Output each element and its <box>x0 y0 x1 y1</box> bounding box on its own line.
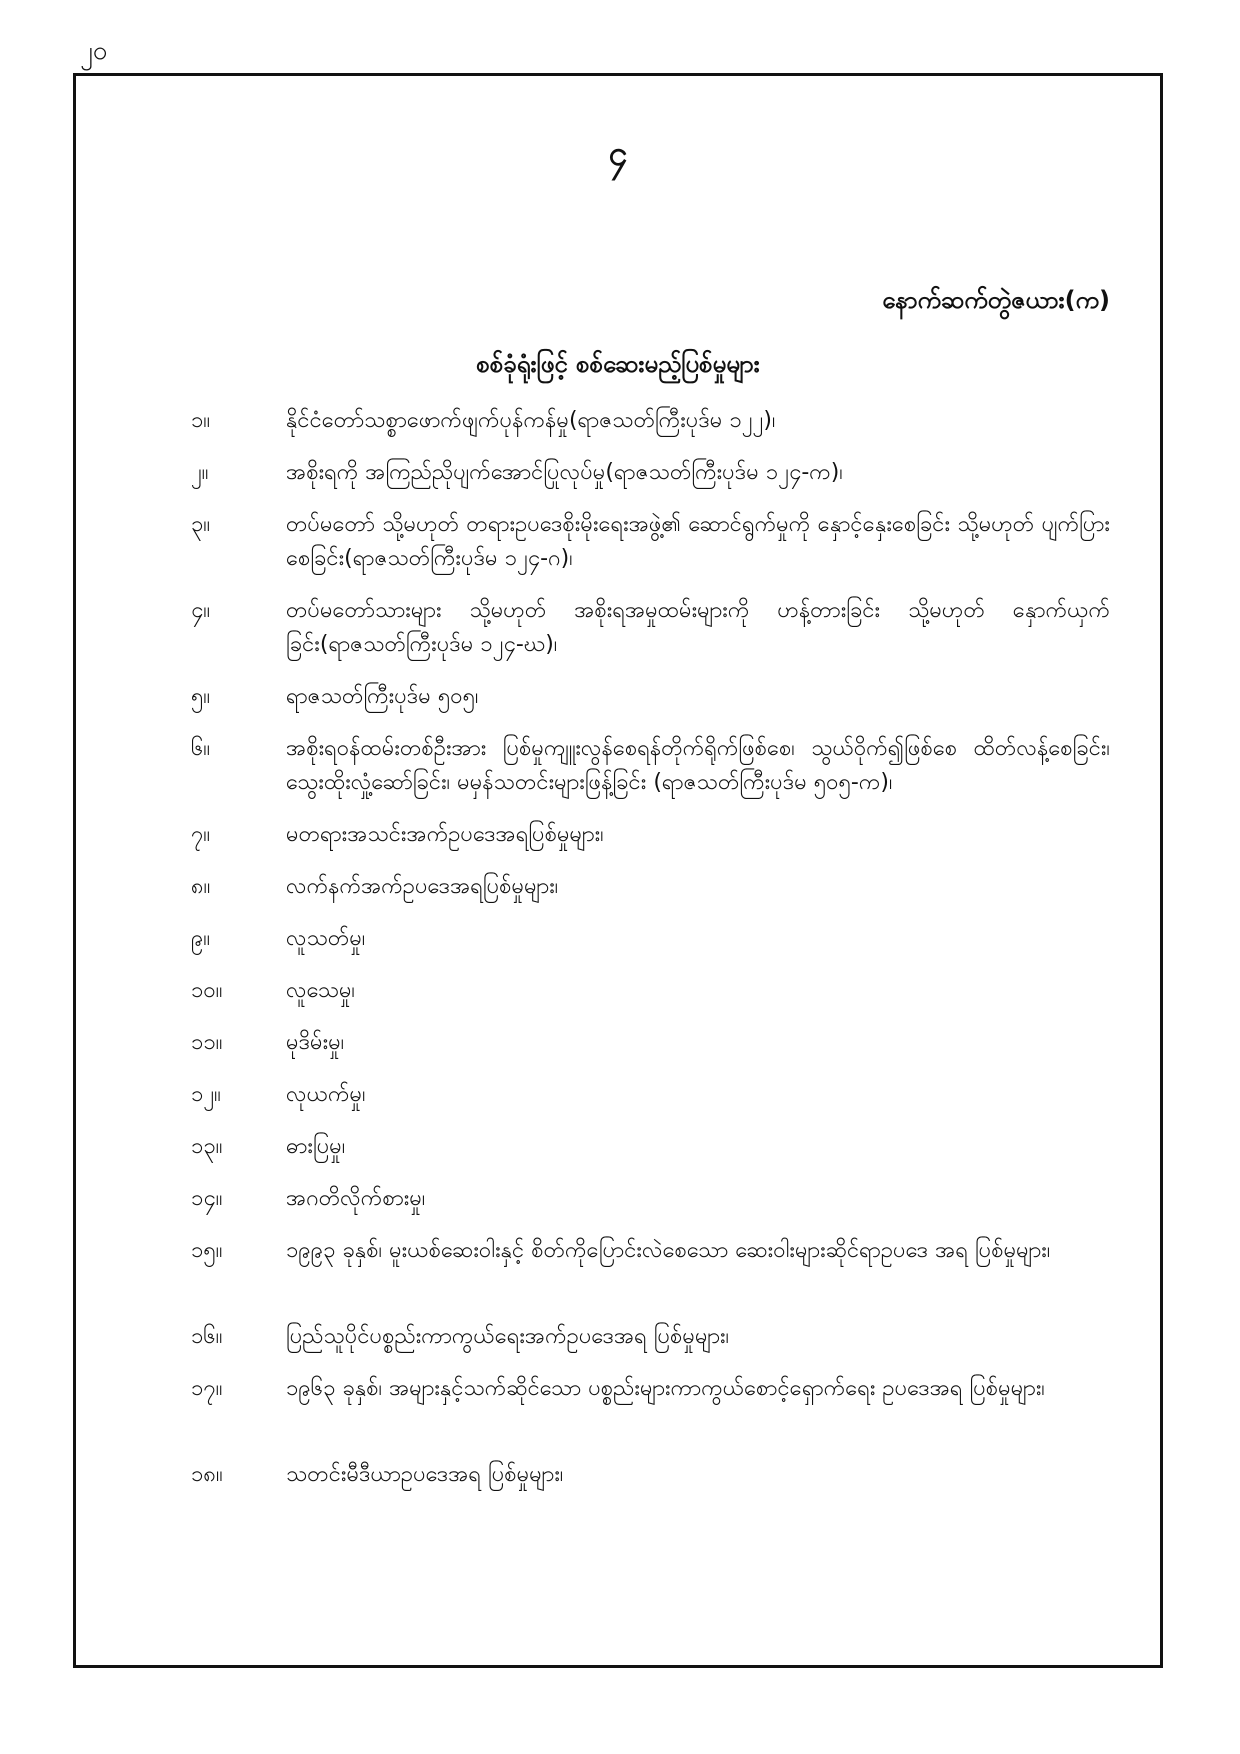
list-item <box>191 732 1110 800</box>
item-text: အဂတိလိုက်စားမှု၊ <box>286 1186 426 1211</box>
list-item <box>191 1320 1110 1354</box>
item-number: ၈။ <box>191 874 211 899</box>
item-number: ၆။ <box>191 736 211 761</box>
item-number: ၁၃။ <box>191 1134 223 1159</box>
item-text: အစိုးရကို အကြည်ညိုပျက်အောင်ပြုလုပ်မှု(ရာဇသတ်ကြီးပုဒ်မ ၁၂၄-က)၊ <box>286 460 843 485</box>
item-number: ၁၈။ <box>191 1462 223 1487</box>
list-item <box>191 1372 1110 1440</box>
item-number: ၁။ <box>191 408 211 433</box>
item-text: ရာဇသတ်ကြီးပုဒ်မ ၅၀၅၊ <box>286 684 479 709</box>
item-text: လက်နက်အက်ဥပဒေအရပြစ်မှုများ၊ <box>286 874 559 899</box>
item-text: အစိုးရဝန်ထမ်းတစ်ဦးအား ပြစ်မှုကျူးလွန်စေရန်တိုက်ရိုက်ဖြစ်စေ၊ သွယ်ဝိုက်၍ဖြစ်စေ ထိတ်လန့်စေခြင်း၊ သွေးထိုးလှုံ့ဆော်ခြင်း၊ မမှန်သတင်းများဖြန့်ခြင်း (ရာဇသတ်ကြီးပုဒ်မ ၅၀၅-က)၊ <box>286 736 1110 795</box>
item-text: လူသေမှု၊ <box>286 978 356 1003</box>
item-text: ၁၉၉၃ ခုနှစ်၊ မူးယစ်ဆေးဝါးနှင့် စိတ်ကိုပြောင်းလဲစေသော ဆေးဝါးများဆိုင်ရာဥပဒေ အရ ပြစ်မှုများ၊ <box>286 1238 1051 1263</box>
item-number: ၁၇။ <box>191 1376 223 1401</box>
list-item <box>191 1182 1110 1216</box>
list-item <box>191 870 1110 904</box>
list-item <box>191 974 1110 1008</box>
item-number: ၇။ <box>191 822 211 847</box>
item-number: ၄။ <box>191 598 211 623</box>
page-frame <box>73 73 1163 1668</box>
item-text: ၁၉၆၃ ခုနှစ်၊ အများနှင့်သက်ဆိုင်သော ပစ္စည်းများကာကွယ်စောင့်ရှောက်ရေး ဥပဒေအရ ပြစ်မှုများ၊ <box>286 1376 1045 1401</box>
item-text: တပ်မတော် သို့မဟုတ် တရားဥပဒေစိုးမိုးရေးအဖွဲ့၏ ဆောင်ရွက်မှုကို နှောင့်နှေးစေခြင်း သို့မဟုတ် ပျက်ပြားစေခြင်း(ရာဇသတ်ကြီးပုဒ်မ ၁၂၄-ဂ)၊ <box>286 512 1110 571</box>
list-item <box>191 594 1110 662</box>
list-item <box>191 1130 1110 1164</box>
item-text: ဓားပြမှု၊ <box>286 1134 346 1159</box>
item-number: ၁၂။ <box>191 1082 221 1107</box>
list-item <box>191 1078 1110 1112</box>
item-text: မုဒိမ်းမှု၊ <box>286 1030 345 1055</box>
section-heading: စစ်ခုံရုံးဖြင့် စစ်ဆေးမည့်ပြစ်မှုများ <box>476 350 760 378</box>
list-item <box>191 1458 1110 1492</box>
item-number: ၁၅။ <box>191 1238 223 1263</box>
chapter-number: ၄ <box>608 134 628 174</box>
list-item <box>191 1234 1110 1302</box>
list-item <box>191 818 1110 852</box>
page-number: ၂၀ <box>80 36 108 66</box>
item-number: ၁၄။ <box>191 1186 223 1211</box>
item-number: ၁၆။ <box>191 1324 223 1349</box>
item-text: နိုင်ငံတော်သစ္စာဖောက်ဖျက်ပုန်ကန်မှု(ရာဇသတ်ကြီးပုဒ်မ ၁၂၂)၊ <box>286 408 776 433</box>
offence-list <box>191 404 1110 1492</box>
list-item <box>191 1026 1110 1060</box>
item-number: ၁၀။ <box>191 978 223 1003</box>
item-number: ၁၁။ <box>191 1030 223 1055</box>
list-item <box>191 404 1110 438</box>
list-item <box>191 508 1110 576</box>
item-number: ၉။ <box>191 926 211 951</box>
item-text: မတရားအသင်းအက်ဥပဒေအရပြစ်မှုများ၊ <box>286 822 604 847</box>
list-item <box>191 922 1110 956</box>
item-number: ၅။ <box>191 684 211 709</box>
item-text: သတင်းမီဒီယာဥပဒေအရ ပြစ်မှုများ၊ <box>286 1462 564 1487</box>
list-item <box>191 680 1110 714</box>
item-number: ၃။ <box>191 512 211 537</box>
item-number: ၂။ <box>191 460 209 485</box>
item-text: လုယက်မှု၊ <box>286 1082 366 1107</box>
list-item <box>191 456 1110 490</box>
schedule-title: နောက်ဆက်တွဲဇယား(က) <box>882 286 1110 314</box>
item-text: တပ်မတော်သားများ သို့မဟုတ် အစိုးရအမှုထမ်းများကို ဟန့်တားခြင်း သို့မဟုတ် နှောက်ယှက်ခြင်း(ရာဇသတ်ကြီးပုဒ်မ ၁၂၄-ဃ)၊ <box>286 598 1110 657</box>
item-text: ပြည်သူပိုင်ပစ္စည်းကာကွယ်ရေးအက်ဥပဒေအရ ပြစ်မှုများ၊ <box>286 1324 730 1349</box>
item-text: လူသတ်မှု၊ <box>286 926 366 951</box>
